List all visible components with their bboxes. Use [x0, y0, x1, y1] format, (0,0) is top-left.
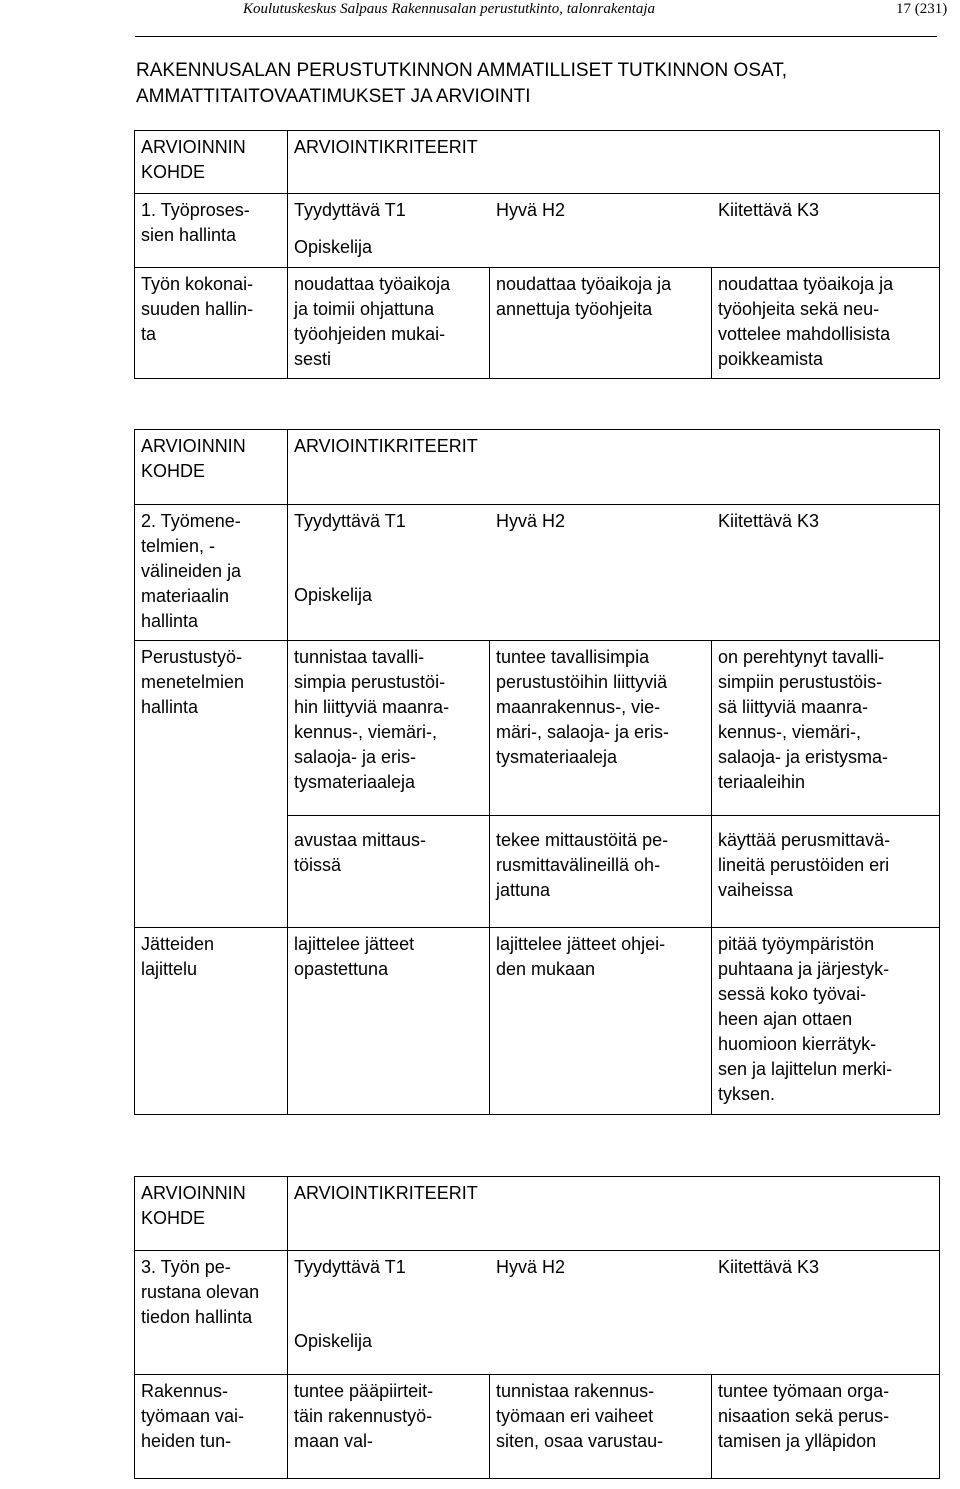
h2-text: siten, osaa varustau- — [496, 1431, 664, 1451]
level-t1: Tyydyttävä T1 — [294, 1257, 406, 1277]
k3-text: vottelee mahdollisista — [718, 324, 891, 344]
document-title: Koulutuskeskus Salpaus Rakennusalan perustutkinto, talonrakentaja — [243, 1, 656, 17]
t1-text: tuntee pääpiirteit- — [294, 1381, 434, 1401]
h2-text: tekee mittaustöitä pe- — [496, 830, 669, 850]
h2-text: märi-, salaoja- ja eris- — [496, 722, 670, 742]
row-label-cell — [135, 641, 288, 816]
criteria-header: ARVIOINTIKRITEERIT — [294, 436, 478, 456]
k3-text: poikkeamista — [718, 349, 824, 369]
row-label-cell — [135, 1375, 288, 1479]
level-t1: Tyydyttävä T1 — [294, 200, 406, 220]
table-row — [135, 816, 940, 928]
table-header-row — [135, 430, 940, 505]
t1-text: simpia perustustöi- — [294, 672, 446, 692]
k3-text: teriaaleihin — [718, 772, 806, 792]
target-header: KOHDE — [141, 1208, 206, 1228]
table-row — [135, 641, 940, 816]
levels-row — [135, 505, 940, 567]
t1-text: lajittelee jätteet — [294, 934, 415, 954]
row-label: työmaan vai- — [141, 1406, 245, 1426]
k3-cell — [712, 928, 940, 1115]
student-label: Opiskelija — [294, 1330, 373, 1351]
h2-text: noudattaa työaikoja ja — [496, 274, 672, 294]
t1-text: avustaa mittaus- — [294, 830, 427, 850]
h2-text: työmaan eri vaiheet — [496, 1406, 654, 1426]
t1-text: salaoja- ja eris- — [294, 747, 417, 767]
h2-text: tysmateriaaleja — [496, 747, 618, 767]
k3-text: sen ja lajittelun merki- — [718, 1059, 893, 1079]
target-name: 3. Työn pe- — [141, 1257, 231, 1277]
target-name-cell — [135, 194, 288, 268]
row-label: Perustustyö- — [141, 647, 243, 667]
k3-text: kennus-, viemäri-, — [718, 722, 862, 742]
section-heading-line: AMMATTITAITOVAATIMUKSET JA ARVIOINTI — [136, 86, 531, 107]
t1-cell — [288, 1375, 490, 1479]
row-label: Työn kokonai- — [141, 274, 254, 294]
h2-text: rusmittavälineillä oh- — [496, 855, 661, 875]
t1-text: ja toimii ohjattuna — [294, 299, 435, 319]
t1-text: maan val- — [294, 1431, 374, 1451]
target-header-cell — [135, 430, 288, 505]
target-name: hallinta — [141, 611, 199, 631]
k3-text: puhtaana ja järjestyk- — [718, 959, 890, 979]
student-cell — [288, 1313, 940, 1375]
criteria-header: ARVIOINTIKRITEERIT — [294, 1183, 478, 1203]
criteria-table-1 — [134, 130, 940, 379]
criteria-header: ARVIOINTIKRITEERIT — [294, 137, 478, 157]
row-label: heiden tun- — [141, 1431, 232, 1451]
levels-cell — [288, 1251, 940, 1313]
running-header — [0, 0, 960, 40]
k3-text: käyttää perusmittavä- — [718, 830, 891, 850]
levels-cell — [288, 505, 940, 567]
h2-text: lajittelee jätteet ohjei- — [496, 934, 666, 954]
target-header: ARVIOINNIN — [141, 1183, 246, 1203]
table-row — [135, 1375, 940, 1479]
k3-text: tamisen ja ylläpidon — [718, 1431, 877, 1451]
k3-cell — [712, 816, 940, 928]
target-name: materiaalin — [141, 586, 230, 606]
target-header: ARVIOINNIN — [141, 137, 246, 157]
criteria-table-2 — [134, 429, 940, 1115]
row-label: Rakennus- — [141, 1381, 229, 1401]
page-number: 17 (231) — [896, 1, 948, 17]
k3-text: vaiheissa — [718, 880, 794, 900]
h2-text: maanrakennus-, vie- — [496, 697, 661, 717]
table-header-row — [135, 1177, 940, 1251]
table-header-row — [135, 131, 940, 194]
h2-text: tuntee tavallisimpia — [496, 647, 650, 667]
t1-text: työohjeiden mukai- — [294, 324, 446, 344]
target-header-cell — [135, 131, 288, 194]
t1-cell — [288, 268, 490, 379]
row-label: menetelmien — [141, 672, 245, 692]
h2-cell — [490, 816, 712, 928]
k3-text: huomioon kierrätyk- — [718, 1034, 877, 1054]
h2-text: jattuna — [496, 880, 551, 900]
k3-text: lineitä perustöiden eri — [718, 855, 890, 875]
h2-text: tunnistaa rakennus- — [496, 1381, 655, 1401]
h2-cell — [490, 1375, 712, 1479]
table-row — [135, 268, 940, 379]
student-cell — [288, 231, 940, 268]
target-name: välineiden ja — [141, 561, 242, 581]
level-k3: Kiitettävä K3 — [718, 511, 820, 531]
target-name-cell — [135, 1251, 288, 1375]
k3-cell — [712, 641, 940, 816]
k3-text: sessä koko työvai- — [718, 984, 867, 1004]
target-header: KOHDE — [141, 162, 206, 182]
target-name: 2. Työmene- — [141, 511, 241, 531]
target-header: ARVIOINNIN — [141, 436, 246, 456]
level-h2: Hyvä H2 — [496, 511, 566, 531]
t1-text: tysmateriaaleja — [294, 772, 416, 792]
t1-text: tunnistaa tavalli- — [294, 647, 425, 667]
row-label-cell — [135, 816, 288, 928]
section-heading — [136, 58, 787, 110]
k3-text: tuntee työmaan orga- — [718, 1381, 890, 1401]
k3-text: pitää työympäristön — [718, 934, 875, 954]
row-label: lajittelu — [141, 959, 198, 979]
levels-row — [135, 1251, 940, 1313]
criteria-header-cell — [288, 430, 940, 505]
k3-text: simpiin perustustöis- — [718, 672, 883, 692]
h2-cell — [490, 641, 712, 816]
k3-cell — [712, 268, 940, 379]
t1-text: opastettuna — [294, 959, 389, 979]
level-k3: Kiitettävä K3 — [718, 1257, 820, 1277]
t1-text: kennus-, viemäri-, — [294, 722, 438, 742]
level-h2: Hyvä H2 — [496, 200, 566, 220]
target-name-cell — [135, 505, 288, 641]
table-row — [135, 928, 940, 1115]
t1-text: hin liittyviä maanra- — [294, 697, 450, 717]
h2-cell — [490, 268, 712, 379]
criteria-header-cell — [288, 1177, 940, 1251]
student-cell — [288, 567, 940, 641]
t1-text: noudattaa työaikoja — [294, 274, 451, 294]
target-name: telmien, - — [141, 536, 216, 556]
k3-cell — [712, 1375, 940, 1479]
k3-text: työohjeita sekä neu- — [718, 299, 880, 319]
target-name: sien hallinta — [141, 225, 237, 245]
t1-cell — [288, 641, 490, 816]
row-label-cell — [135, 268, 288, 379]
target-name: tiedon hallinta — [141, 1307, 253, 1327]
criteria-table-3 — [134, 1176, 940, 1479]
h2-text: annettuja työohjeita — [496, 299, 653, 319]
level-h2: Hyvä H2 — [496, 1257, 566, 1277]
row-label: Jätteiden — [141, 934, 215, 954]
row-label: hallinta — [141, 697, 199, 717]
row-label-cell — [135, 928, 288, 1115]
k3-text: sä liittyviä maanra- — [718, 697, 869, 717]
k3-text: heen ajan ottaen — [718, 1009, 853, 1029]
h2-text: perustustöihin liittyviä — [496, 672, 668, 692]
k3-text: on perehtynyt tavalli- — [718, 647, 885, 667]
student-label: Opiskelija — [294, 584, 373, 605]
levels-cell — [288, 194, 940, 231]
row-label: suuden hallin- — [141, 299, 254, 319]
k3-text: tyksen. — [718, 1084, 776, 1104]
student-label: Opiskelija — [294, 236, 373, 257]
level-k3: Kiitettävä K3 — [718, 200, 820, 220]
t1-text: sesti — [294, 349, 332, 369]
h2-text: den mukaan — [496, 959, 596, 979]
target-header: KOHDE — [141, 461, 206, 481]
levels-row — [135, 194, 940, 231]
h2-cell — [490, 928, 712, 1115]
section-heading-line: RAKENNUSALAN PERUSTUTKINNON AMMATILLISET TUTKINNON OSAT, — [136, 60, 788, 81]
t1-text: töissä — [294, 855, 342, 875]
level-t1: Tyydyttävä T1 — [294, 511, 406, 531]
row-label: ta — [141, 324, 157, 344]
k3-text: nisaation sekä perus- — [718, 1406, 890, 1426]
criteria-header-cell — [288, 131, 940, 194]
header-rule — [135, 36, 937, 37]
t1-text: täin rakennustyö- — [294, 1406, 433, 1426]
target-header-cell — [135, 1177, 288, 1251]
k3-text: salaoja- ja eristysma- — [718, 747, 889, 767]
k3-text: noudattaa työaikoja ja — [718, 274, 894, 294]
target-name: 1. Työproses- — [141, 200, 250, 220]
t1-cell — [288, 928, 490, 1115]
t1-cell — [288, 816, 490, 928]
target-name: rustana olevan — [141, 1282, 260, 1302]
